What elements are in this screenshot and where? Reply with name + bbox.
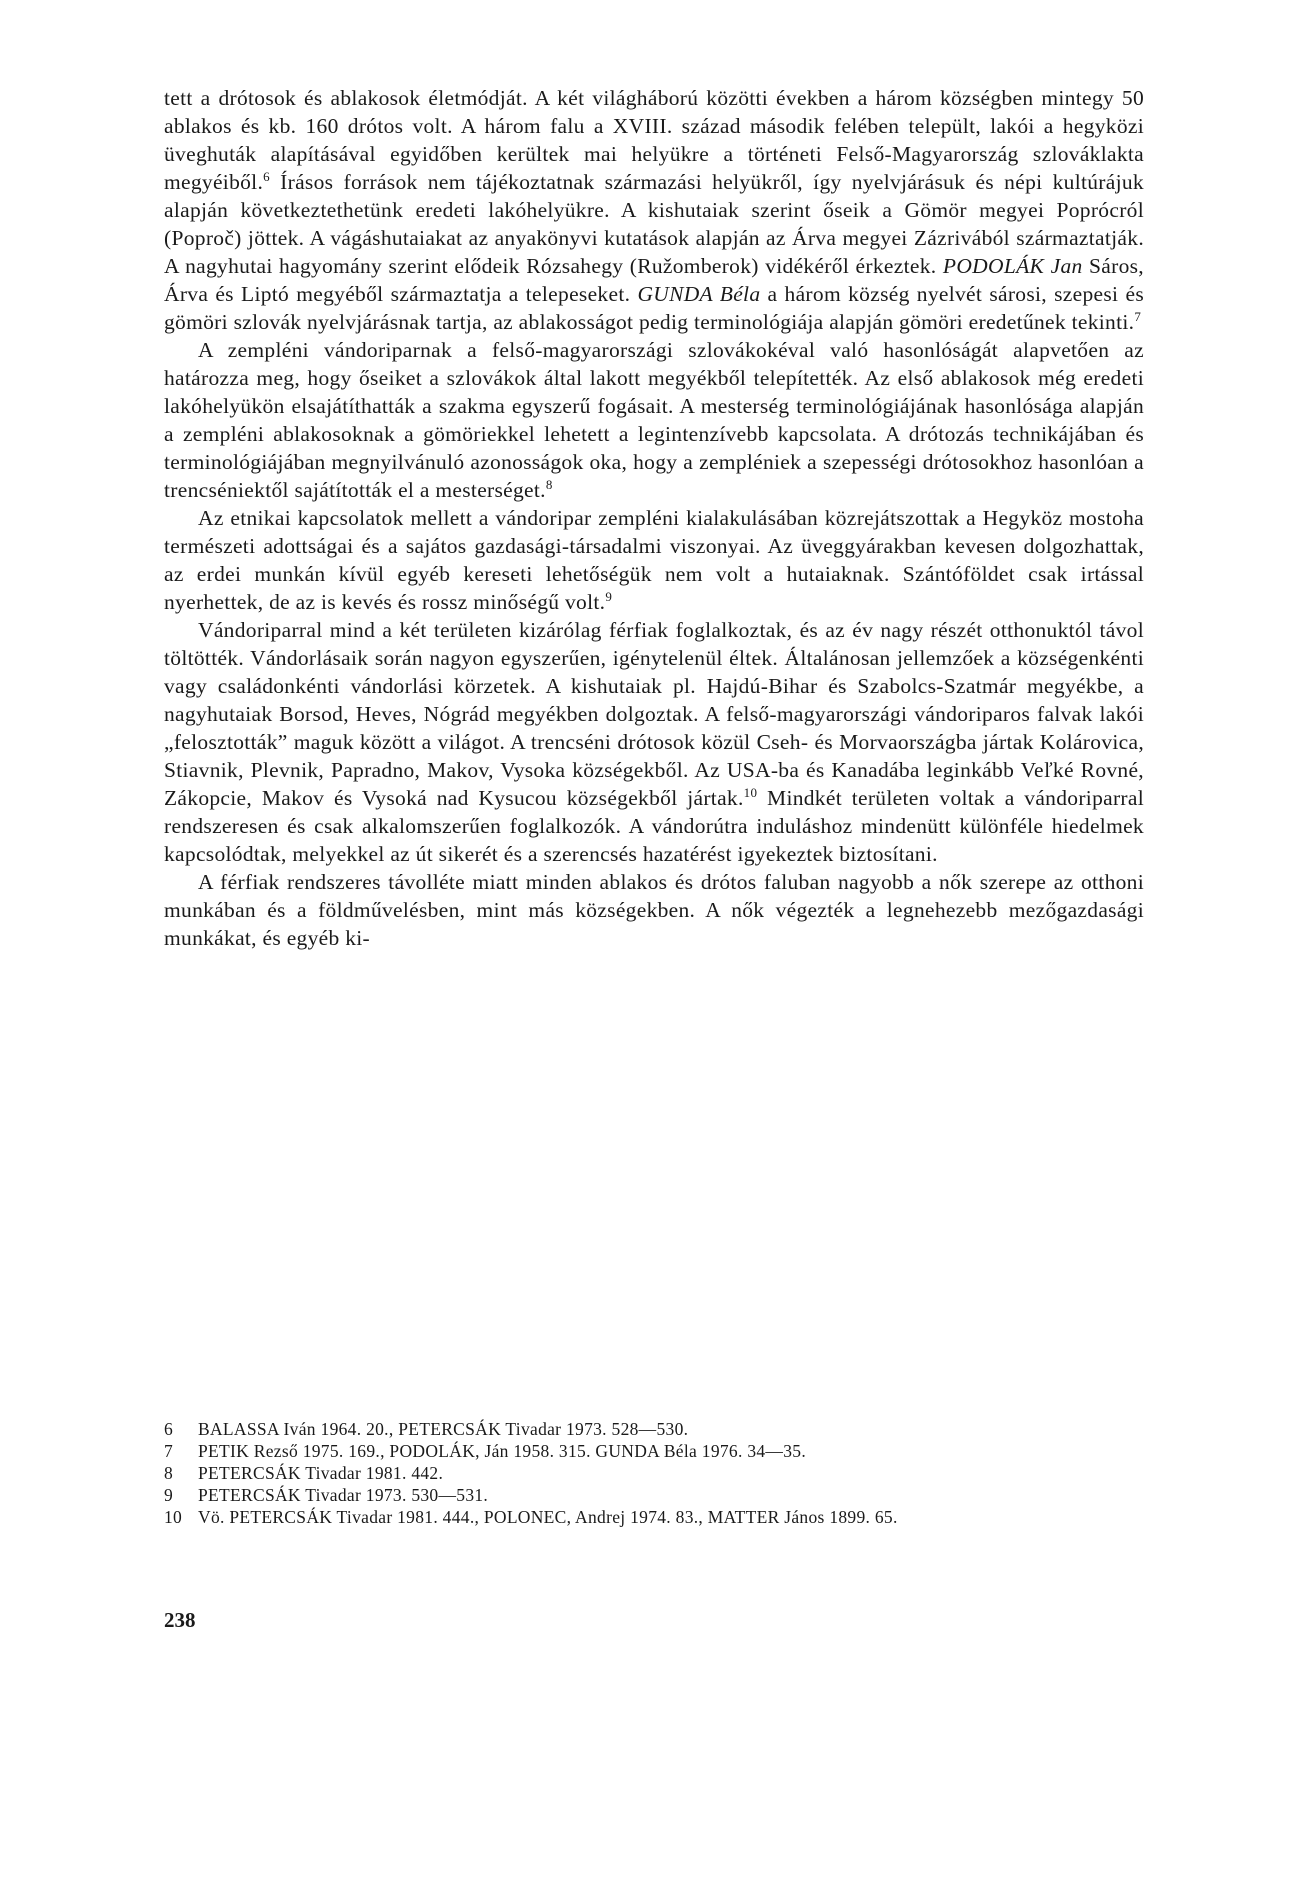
footnote-ref: 6: [263, 168, 270, 184]
text-run: a három község nyelvét sárosi, szepesi és gömöri szlovák nyelvjárásnak tartja, az ablakosságot pedig terminológiája alapján gömöri eredetűnek tekinti.: [164, 282, 1144, 334]
footnote: [164, 1440, 1144, 1462]
footnotes: [164, 1418, 1144, 1528]
footnote-number: 9: [164, 1485, 174, 1505]
paragraph: [164, 868, 1144, 952]
footnote-text: PETERCSÁK Tivadar 1981. 442.: [198, 1463, 444, 1483]
text-run: Mindkét területen voltak a vándoriparral rendszeresen és csak alkalomszerűen foglalkozók. A vándorútra induláshoz mindenütt különféle hiedelmek kapcsolódtak, melyekkel az út sikerét és a szerencsés hazatérést igyekeztek biztosítani.: [164, 786, 1144, 866]
text-run: A zempléni vándoriparnak a felső-magyarországi szlovákokéval való hasonlóságát alapvetően az határozza meg, hogy őseiket a szlovákok által lakott megyékből telepítették. Az első ablakosok még eredeti lakóhelyükön elsajátíthatták a szakma egyszerű fogásait. A mesterség terminológiájának hasonlósága alapján a zempléni ablakosoknak a gömöriekkel lehetett a legintenzívebb kapcsolata. A drótozás technikájában és terminológiájában megnyilvánuló azonosságok oka, hogy a zempléniek a szepességi drótosokhoz hasonlóan a trencséniektől sajátították el a mesterséget.: [164, 338, 1144, 502]
text-run: A férfiak rendszeres távolléte miatt minden ablakos és drótos faluban nagyobb a nők szerepe az otthoni munkában és a földművelésben, mint más községekben. A nők végezték a legnehezebb mezőgazdasági munkákat, és egyéb ki-: [164, 870, 1144, 950]
footnote-ref: 9: [605, 588, 613, 604]
footnote-text: BALASSA Iván 1964. 20., PETERCSÁK Tivadar 1973. 528—530.: [198, 1419, 689, 1439]
footnote-text: Vö. PETERCSÁK Tivadar 1981. 444., POLONEC, Andrej 1974. 83., MATTER János 1899. 65.: [198, 1507, 898, 1527]
paragraph: [164, 336, 1144, 504]
page-number: 238: [164, 1608, 196, 1632]
paragraph: [164, 84, 1144, 336]
author-name: PODOLÁK Jan: [942, 254, 1083, 278]
footnote-ref: 7: [1134, 308, 1142, 324]
footnote-text: PETERCSÁK Tivadar 1973. 530—531.: [198, 1485, 489, 1505]
paragraph: [164, 504, 1144, 616]
footnote: [164, 1462, 1144, 1484]
text-run: Sáros, Árva és Liptó megyéből származtatja a telepeseket.: [164, 254, 1144, 306]
text-run: Vándoriparral mind a két területen kizárólag férfiak foglalkoztak, és az év nagy részét otthonuktól távol töltötték. Vándorlásaik során nagyon egyszerűen, igénytelenül éltek. Általánosan jellemzőek a községenkénti vagy családonkénti vándorlási körzetek. A kishutaiak pl. Hajdú-Bihar és Szabolcs-Szatmár megyékbe, a nagyhutaiak Borsod, Heves, Nógrád megyékben dolgoztak. A felső-magyarországi vándoriparos falvak lakói „felosztották” maguk között a világot. A trencséni drótosok közül Cseh- és Morvaországba jártak Kolárovica, Stiavnik, Plevnik, Papradno, Makov, Vysoka községekből. Az USA-ba és Kanadába leginkább Veľké Rovné, Zákopcie, Makov és Vysoká nad Kysucou községekből jártak.: [164, 618, 1144, 810]
footnote: [164, 1484, 1144, 1506]
paragraph: [164, 616, 1144, 868]
footnote-text: PETIK Rezső 1975. 169., PODOLÁK, Ján 1958. 315. GUNDA Béla 1976. 34—35.: [198, 1441, 807, 1461]
body-text: [164, 84, 1144, 952]
footnote-ref: 10: [743, 784, 758, 800]
text-run: tett a drótosok és ablakosok életmódját. A két világháború közötti években a három községben mintegy 50 ablakos és kb. 160 drótos volt. A három falu a XVIII. század második felében települt, lakói a hegyközi üveghuták alapításával egyidőben kerültek mai helyükre a történeti Felső-Magyarország szlováklakta megyéiből.: [164, 86, 1144, 194]
text-run: Írásos források nem tájékoztatnak származási helyükről, így nyelvjárásuk és népi kultúrájuk alapján következtethetünk eredeti lakóhelyükre. A kishutaiak szerint őseik a Gömör megyei Poprócról (Poproč) jöttek. A vágáshutaiakat az anyakönyvi kutatások alapján az Árva megyei Zázrivából származtatják. A nagyhutai hagyomány szerint elődeik Rózsahegy (Ružomberok) vidékéről érkeztek.: [164, 170, 1144, 278]
footnote-ref: 8: [545, 476, 553, 492]
text-run: Az etnikai kapcsolatok mellett a vándoripar zempléni kialakulásában közrejátszottak a Hegyköz mostoha természeti adottságai és a sajátos gazdasági-társadalmi viszonyai. Az üveggyárakban kevesen dolgozhattak, az erdei munkán kívül egyéb kereseti lehetőségük nem volt a hutaiaknak. Szántóföldet csak irtással nyerhettek, de az is kevés és rossz minőségű volt.: [164, 506, 1144, 614]
footnote-number: 7: [164, 1441, 174, 1461]
footnote-number: 6: [164, 1419, 174, 1439]
author-name: GUNDA Béla: [637, 282, 761, 306]
footnote: [164, 1418, 1144, 1440]
footnote-number: 8: [164, 1463, 174, 1483]
footnote-number: 10: [164, 1507, 183, 1527]
footnote: [164, 1506, 1144, 1528]
